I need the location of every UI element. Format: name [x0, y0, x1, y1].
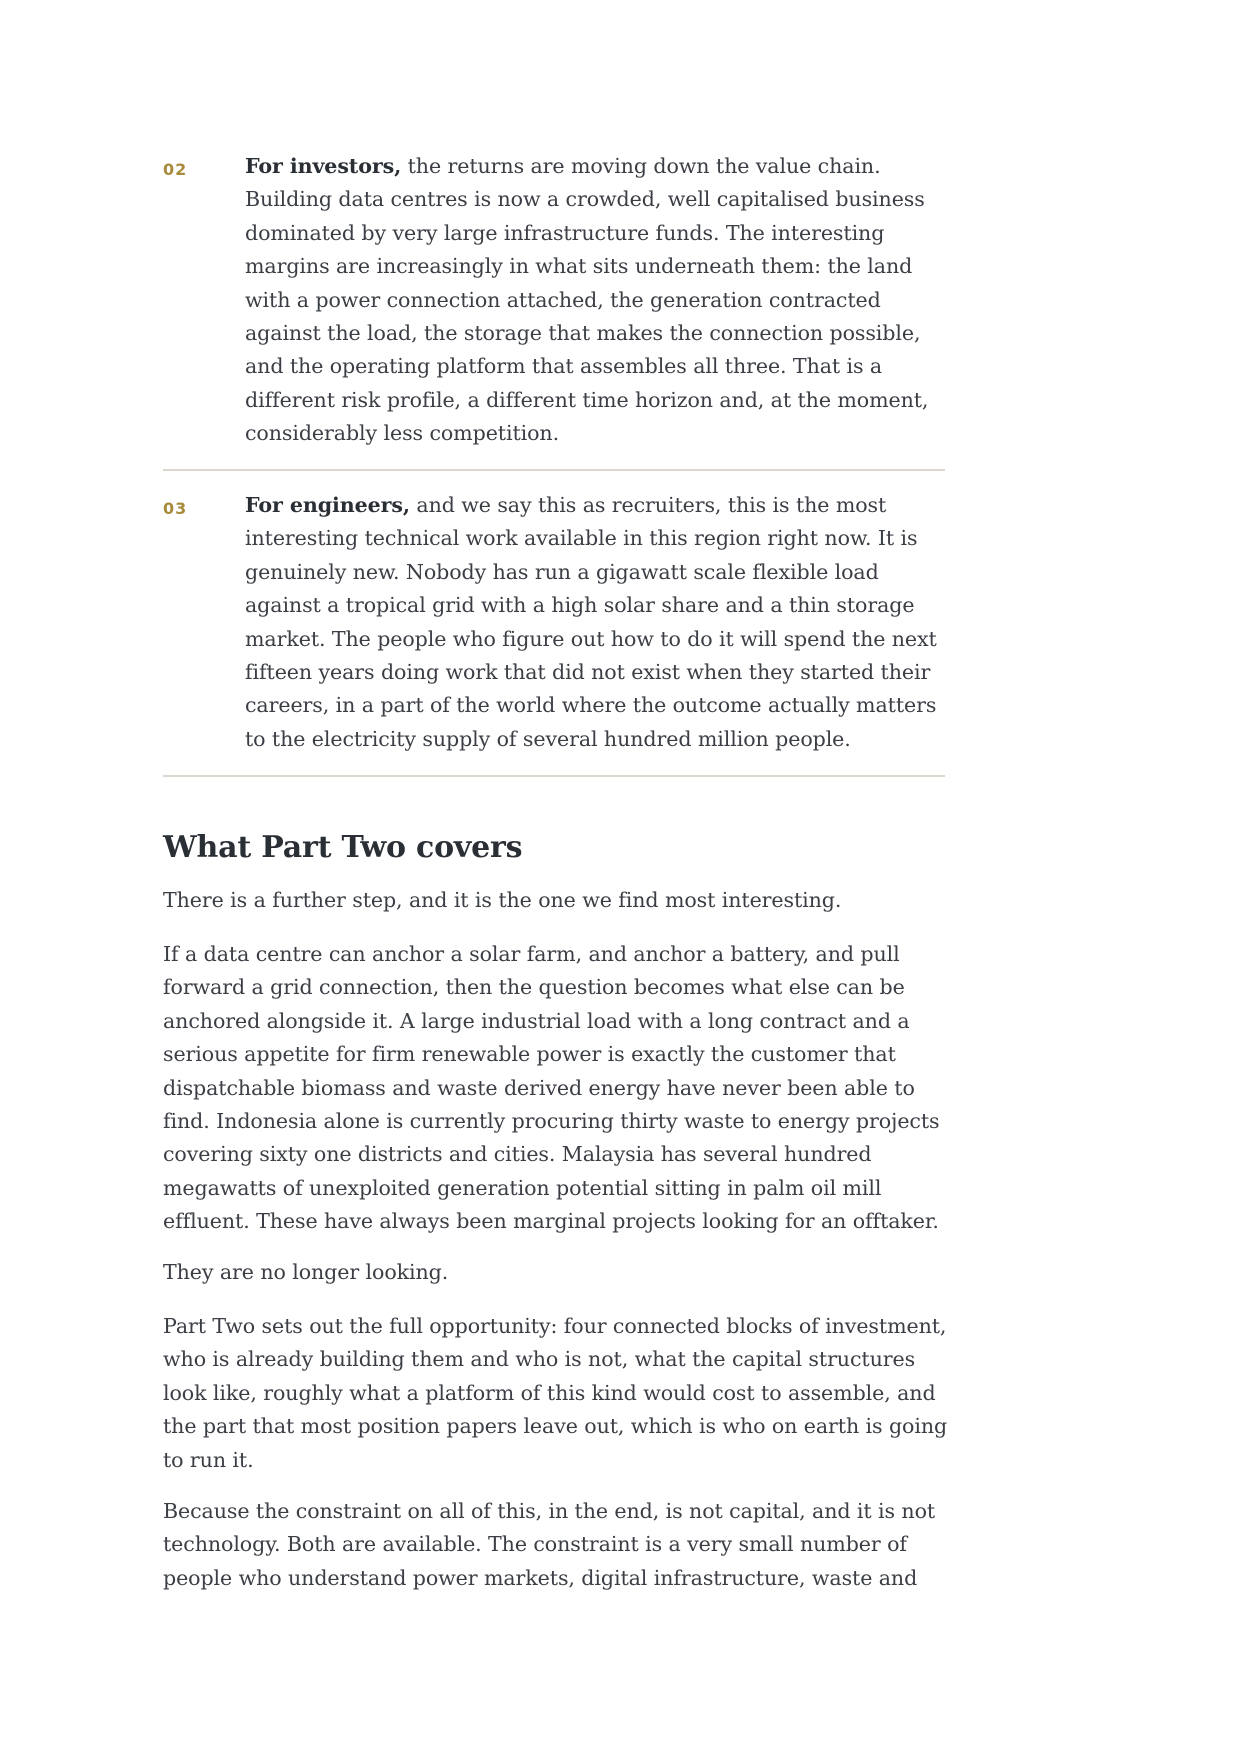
paragraph: If a data centre can anchor a solar farm, and anchor a battery, and pull forward a grid connection, then the question becomes what else can be anchored alongside it. A large industrial load with a long contract and a serious appetite for firm renewable power is exactly the customer that dispatchable biomass and waste derived energy have never been able to find. Indonesia alone is currently procuring thirty waste to energy projects covering sixty one districts and cities. Malaysia has several hundred megawatts of unexploited generation potential sitting in palm oil mill effluent. These have always been marginal projects looking for an offtaker. — [163, 942, 940, 1234]
item-lead: For engineers, — [245, 493, 410, 517]
item-body: and we say this as recruiters, this is the most interesting technical work available in this region right now. It is genuinely new. Nobody has run a gigawatt scale flexible load against a tropical grid with a high solar share and a thin storage market. The people who figure out how to do it will spend the next fifteen years doing work that did not exist when they started their careers, in a part of the world where the outcome actually matters to the electricity supply of several hundred million people. — [245, 493, 937, 751]
item-lead: For investors, — [245, 154, 402, 178]
paragraph: Part Two sets out the full opportunity: four connected blocks of investment, who is already building them and who is not, what the capital structures look like, roughly what a platform of this kind would cost to assemble, and the part that most position papers leave out, which is who on earth is going to run it. — [163, 1314, 948, 1472]
item-text — [245, 150, 945, 451]
paragraph: They are no longer looking. — [163, 1260, 449, 1284]
section-divider — [163, 469, 945, 471]
paragraph: There is a further step, and it is the one we find most interesting. — [163, 888, 842, 912]
item-number: 03 — [163, 499, 188, 518]
section-divider — [163, 775, 945, 777]
item-number: 02 — [163, 160, 188, 179]
item-text — [245, 489, 945, 756]
item-body: the returns are moving down the value chain. Building data centres is now a crowded, well capitalised business dominated by very large infrastructure funds. The interesting margins are increasingly in what sits underneath them: the land with a power connection attached, the generation contracted against the load, the storage that makes the connection possible, and the operating platform that assembles all three. That is a different risk profile, a different time horizon and, at the moment, considerably less competition. — [245, 154, 929, 446]
section-heading: What Part Two covers — [163, 830, 523, 865]
paragraph: Because the constraint on all of this, in the end, is not capital, and it is not technology. Both are available. The constraint is a very small number of people who understand power markets, digital infrastructure, waste and — [163, 1499, 936, 1590]
